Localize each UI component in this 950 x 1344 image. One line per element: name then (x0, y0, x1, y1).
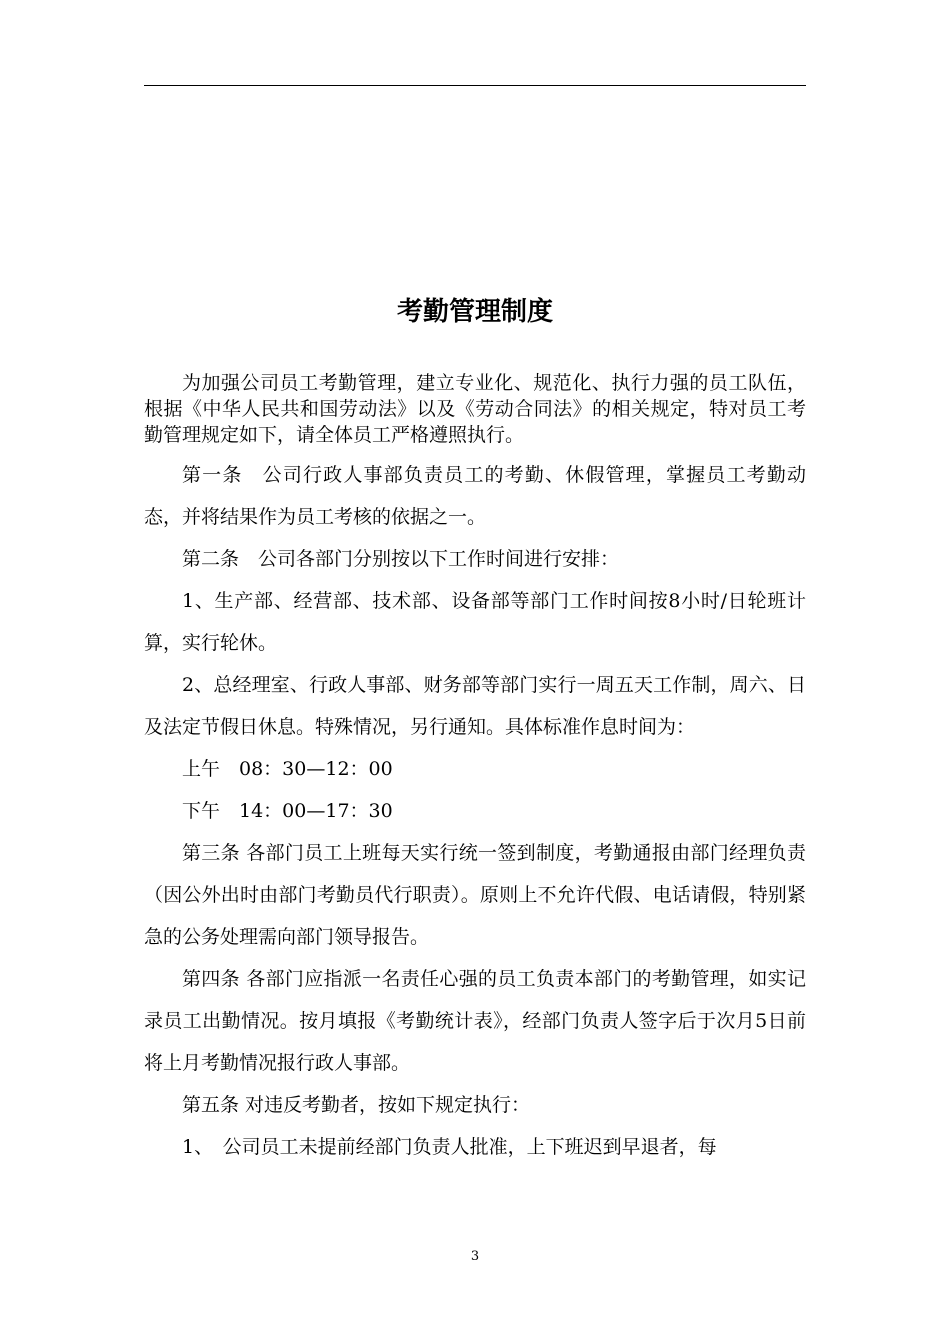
intro-paragraph: 为加强公司员工考勤管理，建立专业化、规范化、执行力强的员工队伍，根据《中华人民共和国劳动法》以及《劳动合同法》的相关规定，特对员工考勤管理规定如下，请全体员工严格遵照执行。 (144, 372, 806, 446)
article-1: 第一条 公司行政人事部负责员工的考勤、休假管理，掌握员工考勤动态，并将结果作为员工考核的依据之一。 (144, 464, 806, 528)
intro-block (144, 370, 806, 448)
article-2: 第二条 公司各部门分别按以下工作时间进行安排： (182, 548, 620, 570)
afternoon-hours: 下午 14：00—17：30 (182, 800, 393, 822)
article-5-item-1: 1、 公司员工未提前经部门负责人批准，上下班迟到早退者，每 (182, 1136, 717, 1158)
article-3: 第三条 各部门员工上班每天实行统一签到制度，考勤通报由部门经理负责（因公外出时由部门考勤员代行职责）。原则上不允许代假、电话请假，特别紧急的公务处理需向部门领导报告。 (144, 842, 806, 948)
article-4: 第四条 各部门应指派一名责任心强的员工负责本部门的考勤管理，如实记录员工出勤情况。按月填报《考勤统计表》，经部门负责人签字后于次月5日前将上月考勤情况报行政人事部。 (144, 968, 806, 1074)
articles-block (144, 454, 806, 1168)
article-5: 第五条 对违反考勤者，按如下规定执行： (182, 1094, 531, 1116)
document-title: 考勤管理制度 (396, 297, 553, 327)
page-number: 3 (470, 1249, 480, 1264)
article-2-item-1: 1、生产部、经营部、技术部、设备部等部门工作时间按8小时/日轮班计算，实行轮休。 (144, 590, 806, 654)
article-2-item-2: 2、总经理室、行政人事部、财务部等部门实行一周五天工作制，周六、日及法定节假日休息。特殊情况，另行通知。具体标准作息时间为： (144, 674, 806, 738)
morning-hours: 上午 08：30—12：00 (182, 758, 393, 780)
header-rule (144, 85, 806, 86)
